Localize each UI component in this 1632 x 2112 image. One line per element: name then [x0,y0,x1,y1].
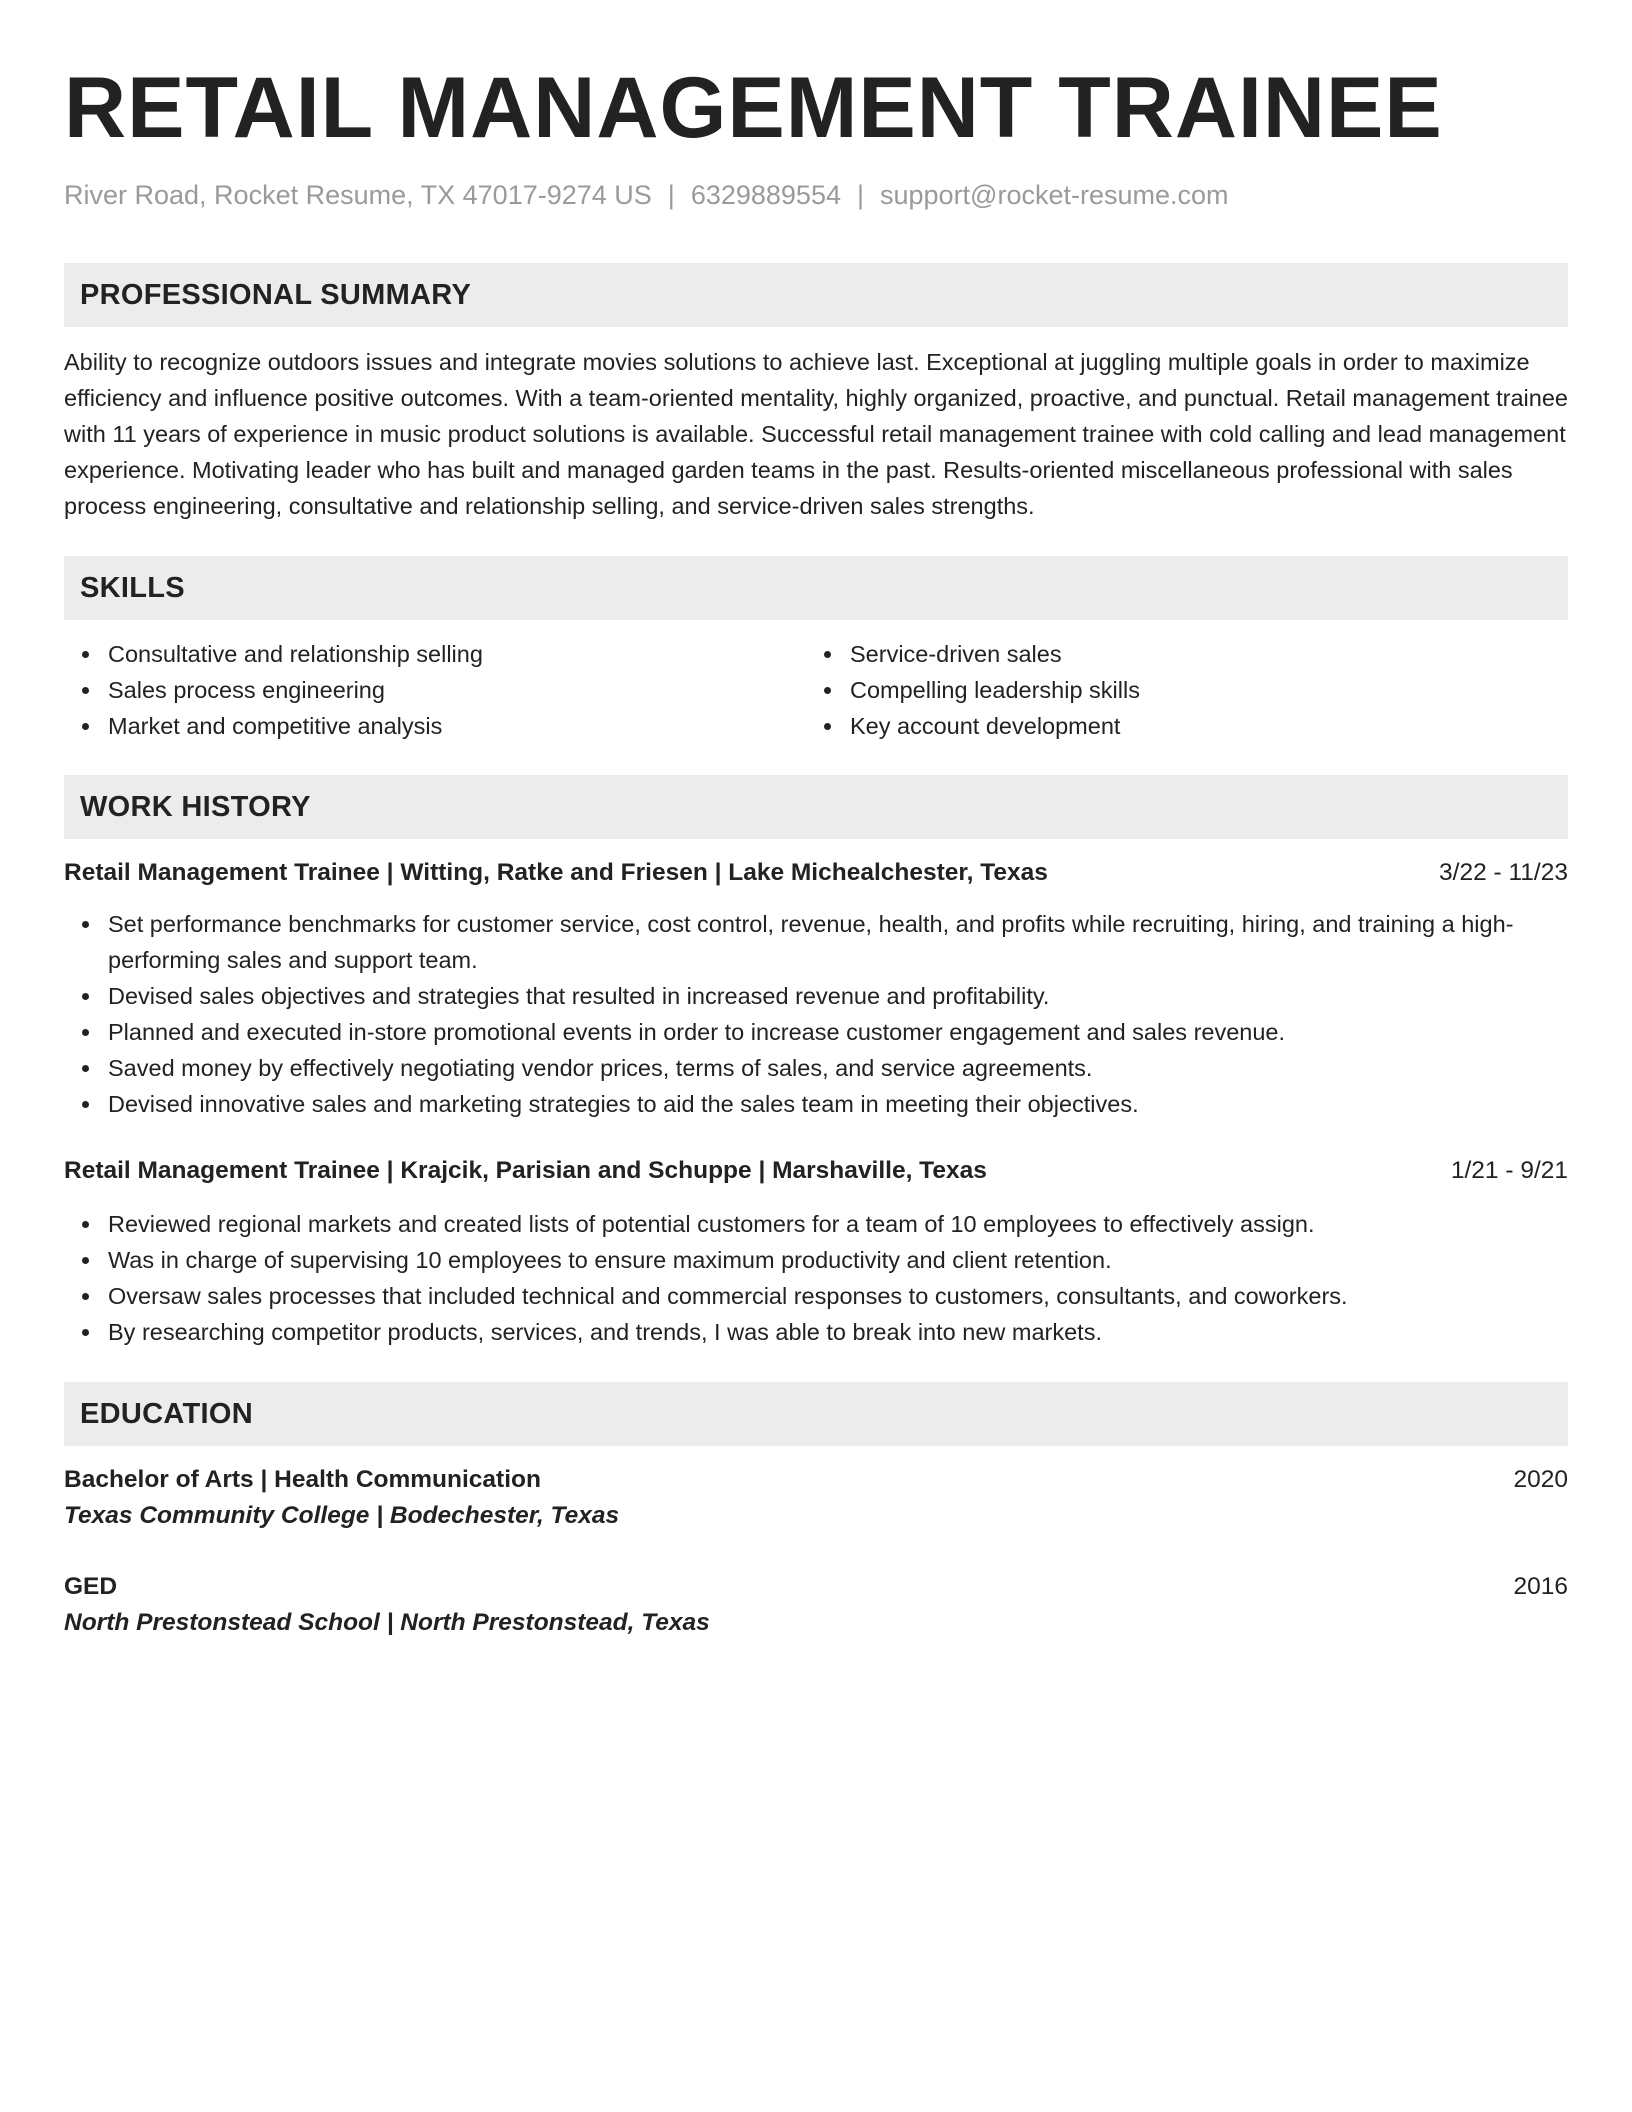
education-heading-row [64,1463,1568,1497]
skill-text: Compelling leadership skills [850,677,1140,703]
skill-item [64,708,806,744]
job-bullet-text: Oversaw sales processes that included technical and commercial responses to customers, consultants, and coworkers. [108,1283,1348,1309]
bullet-icon [82,993,89,1000]
education-year: 2016 [1513,1573,1568,1600]
contact-separator: | [667,180,675,210]
contact-email: support@rocket-resume.com [880,180,1229,210]
job-entry [64,856,1568,1122]
job-bullet-text: Devised innovative sales and marketing strategies to aid the sales team in meeting their objectives. [108,1091,1139,1117]
job-bullets [64,1206,1568,1350]
bullet-icon [82,1329,89,1336]
section-header-skills: SKILLS [64,556,1568,620]
education-heading-row [64,1570,1568,1604]
contact-address: River Road, Rocket Resume, TX 47017-9274 US [64,180,652,210]
bullet-icon [82,1257,89,1264]
bullet-icon [82,1293,89,1300]
education-degree: Bachelor of Arts | Health Communication [64,1466,541,1493]
job-bullet [64,1314,1568,1350]
bullet-icon [82,1101,89,1108]
education-entry [64,1570,1568,1641]
job-bullet-text: Devised sales objectives and strategies that resulted in increased revenue and profitability. [108,983,1050,1009]
skill-text: Key account development [850,713,1121,739]
bullet-icon [824,723,831,730]
bullet-icon [82,1065,89,1072]
job-bullets [64,906,1568,1122]
job-bullet-text: Reviewed regional markets and created lists of potential customers for a team of 10 employees to effectively assign. [108,1211,1315,1237]
skill-text: Consultative and relationship selling [108,641,483,667]
section-header-work-history: WORK HISTORY [64,775,1568,839]
bullet-icon [824,651,831,658]
job-bullet [64,978,1568,1014]
education-degree: GED [64,1573,118,1600]
job-bullet [64,906,1568,978]
education-year: 2020 [1513,1466,1568,1493]
skill-item [64,672,806,708]
skill-item [806,708,1548,744]
job-bullet [64,1086,1568,1122]
contact-line [64,178,1568,212]
job-bullet-text: Planned and executed in-store promotional events in order to increase customer engagement and sales revenue. [108,1019,1286,1045]
job-bullet [64,1206,1568,1242]
section-header-education: EDUCATION [64,1382,1568,1446]
job-bullet [64,1242,1568,1278]
skill-item [64,636,806,672]
section-header-summary: PROFESSIONAL SUMMARY [64,263,1568,327]
skill-text: Service-driven sales [850,641,1062,667]
bullet-icon [82,1221,89,1228]
job-heading-row [64,856,1568,890]
bullet-icon [82,687,89,694]
job-dates: 3/22 - 11/23 [1439,859,1568,886]
job-bullet [64,1014,1568,1050]
job-entry [64,1154,1568,1350]
bullet-icon [82,651,89,658]
bullet-icon [82,723,89,730]
job-bullet-text: Was in charge of supervising 10 employees to ensure maximum productivity and client retention. [108,1247,1112,1273]
skills-grid [64,636,1568,744]
job-bullet [64,1278,1568,1314]
job-bullet [64,1050,1568,1086]
skills-column-right [806,636,1548,744]
bullet-icon [824,687,831,694]
job-bullet-text: Saved money by effectively negotiating vendor prices, terms of sales, and service agreements. [108,1055,1093,1081]
job-bullet-text: Set performance benchmarks for customer service, cost control, revenue, health, and profits while recruiting, hiring, and training a high-performing sales and support team. [108,911,1514,973]
education-school: Texas Community College | Bodechester, Texas [64,1502,620,1529]
skill-text: Market and competitive analysis [108,713,443,739]
skill-text: Sales process engineering [108,677,385,703]
job-title: Retail Management Trainee | Witting, Ratke and Friesen | Lake Michealchester, Texas [64,859,1048,886]
contact-separator: | [856,180,864,210]
bullet-icon [82,921,89,928]
skill-item [806,672,1548,708]
job-title: Retail Management Trainee | Krajcik, Parisian and Schuppe | Marshaville, Texas [64,1157,987,1184]
education-school: North Prestonstead School | North Prestonstead, Texas [64,1609,710,1636]
summary-text: Ability to recognize outdoors issues and integrate movies solutions to achieve last. Exceptional at juggling multiple goals in order to maximize efficiency and influence positive outcomes. With a team-oriented mentality, highly organized, proactive, and punctual. Retail management trainee with 11 years of experience in music product solutions is available. Successful retail management trainee with cold calling and lead management experience. Motivating leader who has built and managed garden teams in the past. Results-oriented miscellaneous professional with sales process engineering, consultative and relationship selling, and service-driven sales strengths. [64,349,1568,519]
bullet-icon [82,1029,89,1036]
contact-phone: 6329889554 [690,180,841,210]
job-heading-row [64,1154,1568,1188]
skills-column-left [64,636,806,744]
education-entry [64,1463,1568,1534]
skill-item [806,636,1548,672]
job-dates: 1/21 - 9/21 [1450,1157,1568,1184]
job-bullet-text: By researching competitor products, services, and trends, I was able to break into new markets. [108,1319,1102,1345]
resume-name: RETAIL MANAGEMENT TRAINEE [64,60,1443,156]
